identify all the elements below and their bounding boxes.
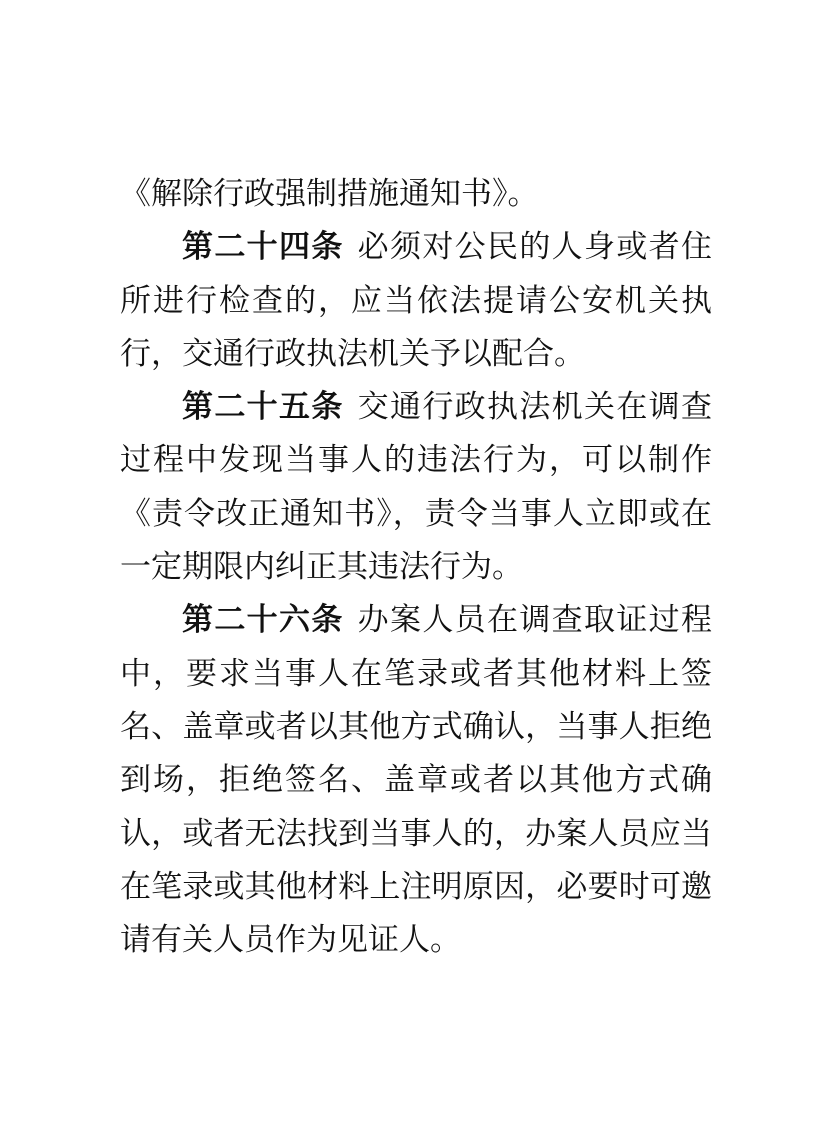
lead-paragraph	[120, 168, 712, 221]
article-text: 必须对公民的人身或者住所进行检查的，应当依法提请公安机关执行，交通行政执法机关予以配合。	[120, 229, 713, 372]
article-number: 第二十六条	[182, 602, 344, 639]
article-number: 第二十五条	[182, 389, 344, 426]
document-body	[120, 168, 712, 967]
article-text: 办案人员在调查取证过程中，要求当事人在笔录或者其他材料上签名、盖章或者以其他方式确认，当事人拒绝到场，拒绝签名、盖章或者以其他方式确认，或者无法找到当事人的，办案人员应当在笔录或其他材料上注明原因，必要时可邀请有关人员作为见证人。	[120, 602, 713, 959]
lead-text: 《解除行政强制措施通知书》。	[120, 176, 539, 212]
article-26	[120, 594, 712, 967]
article-24	[120, 221, 712, 381]
article-text: 交通行政执法机关在调查过程中发现当事人的违法行为，可以制作《责令改正通知书》，责令当事人立即或在一定期限内纠正其违法行为。	[120, 389, 713, 586]
article-25	[120, 381, 712, 594]
article-number: 第二十四条	[182, 229, 344, 266]
